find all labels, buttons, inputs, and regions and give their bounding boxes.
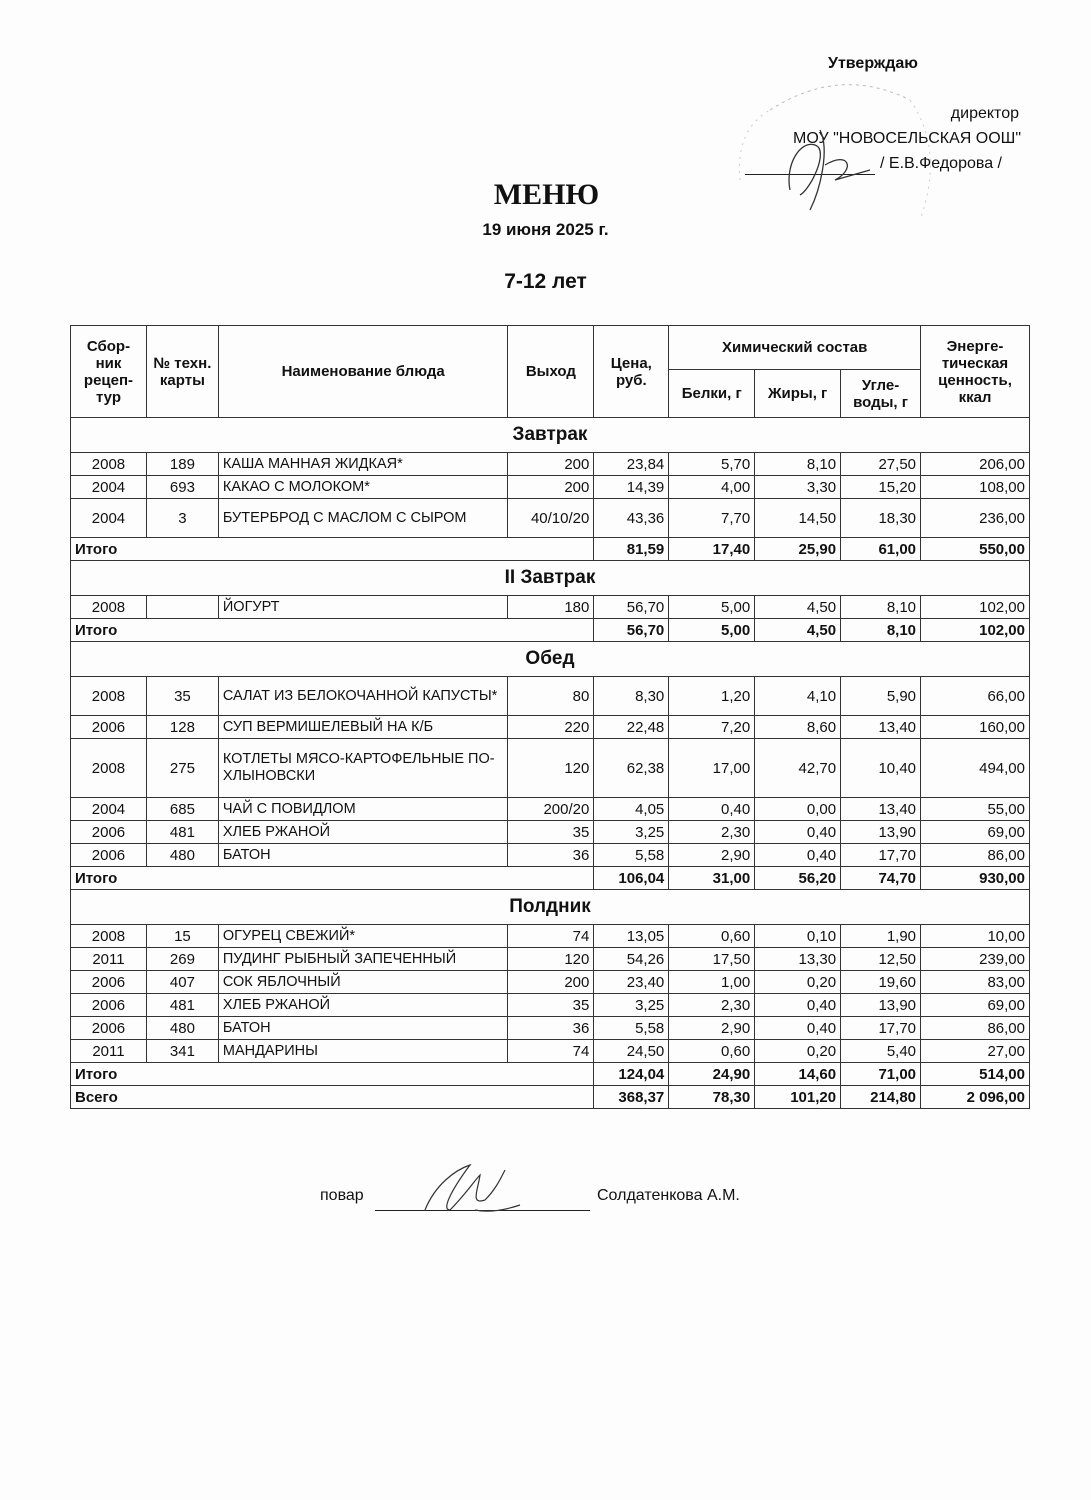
table-row: [71, 1040, 1030, 1063]
cell-protein: 0,40: [669, 798, 755, 821]
grand-total-energy: 2 096,00: [921, 1086, 1030, 1109]
cell-dish-name: САЛАТ ИЗ БЕЛОКОЧАННОЙ КАПУСТЫ*: [218, 677, 508, 716]
table-row: [71, 948, 1030, 971]
cell-protein: 1,00: [669, 971, 755, 994]
cell-collection: 2008: [71, 677, 147, 716]
total-fat: 4,50: [755, 619, 841, 642]
total-energy: 930,00: [921, 867, 1030, 890]
cell-dish-name: КАКАО С МОЛОКОМ*: [218, 476, 508, 499]
table-row: [71, 971, 1030, 994]
total-fat: 25,90: [755, 538, 841, 561]
table-row: [71, 1017, 1030, 1040]
menu-table: [70, 325, 1030, 1109]
cell-energy: 69,00: [921, 994, 1030, 1017]
cell-price: 5,58: [594, 1017, 669, 1040]
total-fat: 56,20: [755, 867, 841, 890]
approval-title: Утверждаю: [828, 55, 918, 72]
table-row: [71, 994, 1030, 1017]
document-date: 19 июня 2025 г.: [482, 220, 609, 239]
total-label: Итого: [71, 1063, 594, 1086]
section-title: Полдник: [71, 890, 1030, 925]
cell-dish-name: КАША МАННАЯ ЖИДКАЯ*: [218, 453, 508, 476]
cell-portion: 200/20: [508, 798, 594, 821]
total-label: Итого: [71, 538, 594, 561]
section-total-row: [71, 1063, 1030, 1086]
section-header-row: [71, 890, 1030, 925]
cell-energy: 86,00: [921, 844, 1030, 867]
cell-carbs: 1,90: [841, 925, 921, 948]
cell-dish-name: СУП ВЕРМИШЕЛЕВЫЙ НА К/Б: [218, 716, 508, 739]
document-title: МЕНЮ: [493, 178, 600, 211]
cell-price: 24,50: [594, 1040, 669, 1063]
total-energy: 514,00: [921, 1063, 1030, 1086]
cell-energy: 69,00: [921, 821, 1030, 844]
cell-portion: 200: [508, 971, 594, 994]
cell-card-no: 3: [146, 499, 218, 538]
cell-protein: 17,00: [669, 739, 755, 798]
section-title: II Завтрак: [71, 561, 1030, 596]
section-header-row: [71, 642, 1030, 677]
cell-protein: 2,30: [669, 821, 755, 844]
cell-dish-name: БАТОН: [218, 844, 508, 867]
cell-fat: 0,20: [755, 971, 841, 994]
total-label: Итого: [71, 867, 594, 890]
cell-card-no: 341: [146, 1040, 218, 1063]
cell-collection: 2011: [71, 948, 147, 971]
header-portion: Выход: [508, 326, 594, 418]
header-price: Цена, руб.: [594, 326, 669, 418]
cell-collection: 2008: [71, 453, 147, 476]
cell-protein: 0,60: [669, 925, 755, 948]
cell-collection: 2008: [71, 596, 147, 619]
cell-collection: 2011: [71, 1040, 147, 1063]
cell-card-no: 481: [146, 994, 218, 1017]
cell-portion: 180: [508, 596, 594, 619]
cell-collection: 2008: [71, 739, 147, 798]
cell-portion: 220: [508, 716, 594, 739]
cell-energy: 83,00: [921, 971, 1030, 994]
cell-dish-name: ЧАЙ С ПОВИДЛОМ: [218, 798, 508, 821]
cell-fat: 42,70: [755, 739, 841, 798]
cell-collection: 2006: [71, 1017, 147, 1040]
cell-dish-name: ОГУРЕЦ СВЕЖИЙ*: [218, 925, 508, 948]
grand-total-carbs: 214,80: [841, 1086, 921, 1109]
grand-total-row: [71, 1086, 1030, 1109]
section-header-row: [71, 418, 1030, 453]
header-card-no: № техн. карты: [146, 326, 218, 418]
cell-carbs: 8,10: [841, 596, 921, 619]
grand-total-label: Всего: [71, 1086, 594, 1109]
header-chem-composition: Химический состав: [669, 326, 921, 370]
table-row: [71, 453, 1030, 476]
cell-protein: 5,00: [669, 596, 755, 619]
cell-collection: 2004: [71, 499, 147, 538]
cell-protein: 2,90: [669, 1017, 755, 1040]
section-total-row: [71, 619, 1030, 642]
cook-name: Солдатенкова А.М.: [597, 1187, 740, 1204]
section-total-row: [71, 867, 1030, 890]
cell-price: 22,48: [594, 716, 669, 739]
cell-card-no: 480: [146, 1017, 218, 1040]
cell-carbs: 19,60: [841, 971, 921, 994]
table-row: [71, 476, 1030, 499]
cell-carbs: 13,90: [841, 821, 921, 844]
cell-card-no: 407: [146, 971, 218, 994]
cell-portion: 200: [508, 453, 594, 476]
cell-protein: 7,20: [669, 716, 755, 739]
cell-carbs: 5,40: [841, 1040, 921, 1063]
total-carbs: 71,00: [841, 1063, 921, 1086]
cell-dish-name: ХЛЕБ РЖАНОЙ: [218, 994, 508, 1017]
cell-fat: 8,60: [755, 716, 841, 739]
header-protein: Белки, г: [669, 370, 755, 418]
cell-energy: 236,00: [921, 499, 1030, 538]
cell-fat: 0,40: [755, 994, 841, 1017]
header-carbs: Угле- воды, г: [841, 370, 921, 418]
cell-carbs: 17,70: [841, 1017, 921, 1040]
cell-fat: 0,40: [755, 821, 841, 844]
header-dish: Наименование блюда: [218, 326, 508, 418]
section-total-row: [71, 538, 1030, 561]
table-row: [71, 925, 1030, 948]
cell-card-no: 480: [146, 844, 218, 867]
grand-total-price: 368,37: [594, 1086, 669, 1109]
cell-collection: 2006: [71, 994, 147, 1017]
cell-energy: 27,00: [921, 1040, 1030, 1063]
cell-protein: 2,30: [669, 994, 755, 1017]
cell-card-no: 35: [146, 677, 218, 716]
cell-energy: 10,00: [921, 925, 1030, 948]
cell-price: 43,36: [594, 499, 669, 538]
cell-protein: 7,70: [669, 499, 755, 538]
cell-carbs: 27,50: [841, 453, 921, 476]
cell-collection: 2004: [71, 798, 147, 821]
cell-portion: 120: [508, 739, 594, 798]
table-row: [71, 716, 1030, 739]
cell-energy: 55,00: [921, 798, 1030, 821]
cell-carbs: 13,40: [841, 716, 921, 739]
cell-protein: 2,90: [669, 844, 755, 867]
cell-fat: 0,40: [755, 844, 841, 867]
cell-energy: 108,00: [921, 476, 1030, 499]
cell-fat: 4,10: [755, 677, 841, 716]
cell-price: 8,30: [594, 677, 669, 716]
cell-energy: 494,00: [921, 739, 1030, 798]
total-fat: 14,60: [755, 1063, 841, 1086]
cell-card-no: 15: [146, 925, 218, 948]
cell-carbs: 13,40: [841, 798, 921, 821]
total-carbs: 74,70: [841, 867, 921, 890]
total-protein: 24,90: [669, 1063, 755, 1086]
cell-carbs: 5,90: [841, 677, 921, 716]
cell-price: 23,84: [594, 453, 669, 476]
cell-protein: 17,50: [669, 948, 755, 971]
cell-price: 56,70: [594, 596, 669, 619]
approval-role: директор: [950, 105, 1019, 122]
table-row: [71, 798, 1030, 821]
cell-price: 23,40: [594, 971, 669, 994]
total-energy: 102,00: [921, 619, 1030, 642]
total-protein: 31,00: [669, 867, 755, 890]
cell-protein: 1,20: [669, 677, 755, 716]
cell-energy: 66,00: [921, 677, 1030, 716]
cell-carbs: 10,40: [841, 739, 921, 798]
total-price: 124,04: [594, 1063, 669, 1086]
header-collection: Сбор- ник рецеп- тур: [71, 326, 147, 418]
total-price: 81,59: [594, 538, 669, 561]
cell-energy: 86,00: [921, 1017, 1030, 1040]
total-protein: 17,40: [669, 538, 755, 561]
director-signature-stamp: [730, 70, 960, 270]
cell-card-no: 685: [146, 798, 218, 821]
cell-price: 54,26: [594, 948, 669, 971]
cell-carbs: 15,20: [841, 476, 921, 499]
section-title: Обед: [71, 642, 1030, 677]
cell-dish-name: МАНДАРИНЫ: [218, 1040, 508, 1063]
grand-total-fat: 101,20: [755, 1086, 841, 1109]
table-row: [71, 739, 1030, 798]
cell-energy: 239,00: [921, 948, 1030, 971]
cell-portion: 74: [508, 1040, 594, 1063]
cell-fat: 0,10: [755, 925, 841, 948]
cell-collection: 2006: [71, 971, 147, 994]
table-row: [71, 844, 1030, 867]
age-group: 7-12 лет: [504, 270, 587, 293]
table-row: [71, 677, 1030, 716]
grand-total-protein: 78,30: [669, 1086, 755, 1109]
cell-dish-name: СОК ЯБЛОЧНЫЙ: [218, 971, 508, 994]
cell-portion: 36: [508, 844, 594, 867]
total-carbs: 8,10: [841, 619, 921, 642]
cell-card-no: 128: [146, 716, 218, 739]
cell-price: 14,39: [594, 476, 669, 499]
cell-dish-name: ПУДИНГ РЫБНЫЙ ЗАПЕЧЕННЫЙ: [218, 948, 508, 971]
cell-carbs: 13,90: [841, 994, 921, 1017]
total-protein: 5,00: [669, 619, 755, 642]
cell-collection: 2004: [71, 476, 147, 499]
cell-fat: 0,40: [755, 1017, 841, 1040]
cell-dish-name: БУТЕРБРОД С МАСЛОМ С СЫРОМ: [218, 499, 508, 538]
approval-name: / Е.В.Федорова /: [880, 155, 1002, 172]
cell-card-no: 189: [146, 453, 218, 476]
cell-fat: 13,30: [755, 948, 841, 971]
total-label: Итого: [71, 619, 594, 642]
cell-energy: 160,00: [921, 716, 1030, 739]
cell-dish-name: КОТЛЕТЫ МЯСО-КАРТОФЕЛЬНЫЕ ПО-ХЛЫНОВСКИ: [218, 739, 508, 798]
cell-collection: 2006: [71, 716, 147, 739]
cell-collection: 2006: [71, 821, 147, 844]
cell-energy: 206,00: [921, 453, 1030, 476]
cell-protein: 5,70: [669, 453, 755, 476]
table-row: [71, 499, 1030, 538]
cell-fat: 3,30: [755, 476, 841, 499]
cell-energy: 102,00: [921, 596, 1030, 619]
cell-portion: 74: [508, 925, 594, 948]
cell-portion: 80: [508, 677, 594, 716]
cell-fat: 0,00: [755, 798, 841, 821]
cell-fat: 0,20: [755, 1040, 841, 1063]
cell-price: 5,58: [594, 844, 669, 867]
cell-portion: 200: [508, 476, 594, 499]
table-row: [71, 821, 1030, 844]
cell-card-no: [146, 596, 218, 619]
section-header-row: [71, 561, 1030, 596]
total-carbs: 61,00: [841, 538, 921, 561]
cell-dish-name: ХЛЕБ РЖАНОЙ: [218, 821, 508, 844]
cell-carbs: 12,50: [841, 948, 921, 971]
total-price: 56,70: [594, 619, 669, 642]
cell-collection: 2008: [71, 925, 147, 948]
cell-fat: 14,50: [755, 499, 841, 538]
total-energy: 550,00: [921, 538, 1030, 561]
cell-portion: 35: [508, 994, 594, 1017]
cell-price: 3,25: [594, 821, 669, 844]
approval-school: МОУ "НОВОСЕЛЬСКАЯ ООШ": [793, 130, 1021, 147]
cell-price: 13,05: [594, 925, 669, 948]
cell-card-no: 481: [146, 821, 218, 844]
cell-dish-name: БАТОН: [218, 1017, 508, 1040]
cell-carbs: 17,70: [841, 844, 921, 867]
cell-portion: 35: [508, 821, 594, 844]
total-price: 106,04: [594, 867, 669, 890]
cell-price: 4,05: [594, 798, 669, 821]
cell-dish-name: ЙОГУРТ: [218, 596, 508, 619]
cell-portion: 36: [508, 1017, 594, 1040]
header-fat: Жиры, г: [755, 370, 841, 418]
cell-card-no: 269: [146, 948, 218, 971]
cell-fat: 4,50: [755, 596, 841, 619]
cell-protein: 4,00: [669, 476, 755, 499]
section-title: Завтрак: [71, 418, 1030, 453]
cook-label: повар: [320, 1187, 364, 1204]
cell-portion: 40/10/20: [508, 499, 594, 538]
cell-collection: 2006: [71, 844, 147, 867]
cell-protein: 0,60: [669, 1040, 755, 1063]
cook-signature: [410, 1155, 530, 1220]
cell-portion: 120: [508, 948, 594, 971]
cell-card-no: 275: [146, 739, 218, 798]
cell-card-no: 693: [146, 476, 218, 499]
cell-fat: 8,10: [755, 453, 841, 476]
cell-price: 3,25: [594, 994, 669, 1017]
table-row: [71, 596, 1030, 619]
cell-carbs: 18,30: [841, 499, 921, 538]
cell-price: 62,38: [594, 739, 669, 798]
header-energy: Энерге- тическая ценность, ккал: [921, 326, 1030, 418]
